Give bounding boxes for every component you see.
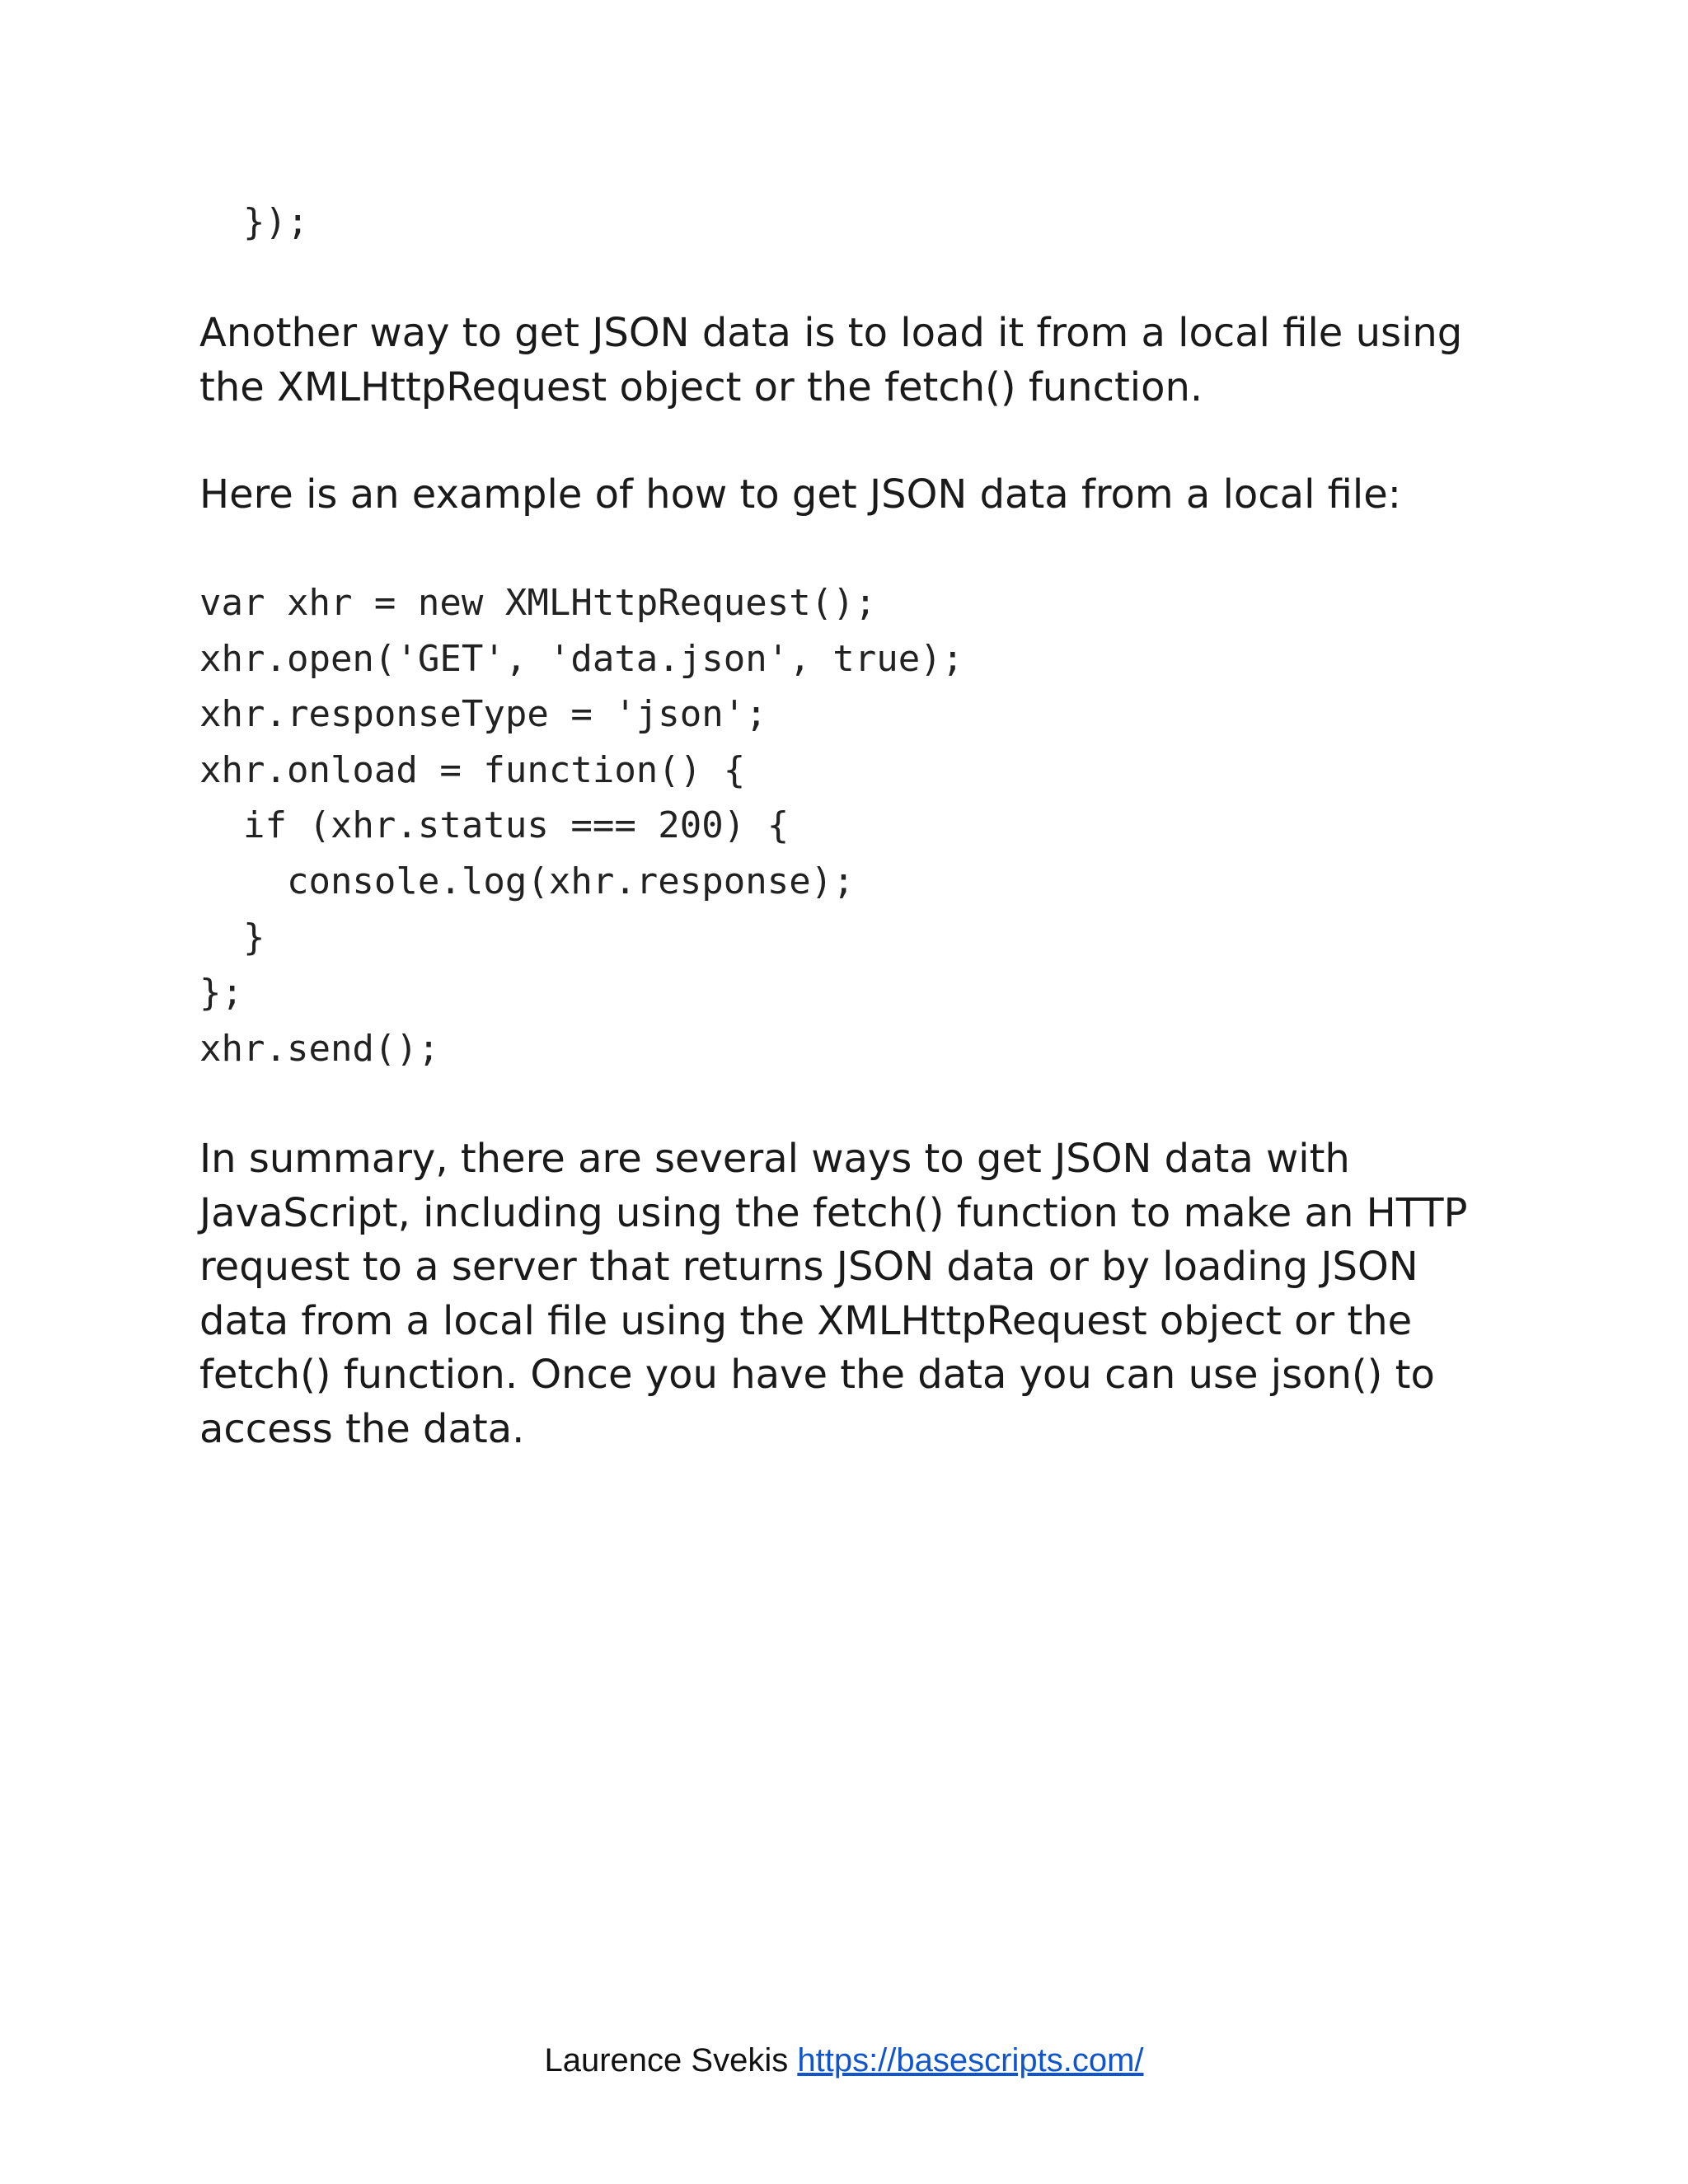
paragraph-line: Here is an example of how to get JSON data from a local file: (199, 471, 1401, 518)
code-line: }; (199, 972, 243, 1014)
paragraph-line: data from a local file using the XMLHttpRequest object or the (199, 1297, 1413, 1344)
paragraph-line: Another way to get JSON data is to load it from a local file using (199, 310, 1463, 356)
code-line: xhr.open('GET', 'data.json', true); (199, 638, 964, 680)
paragraph-summary (199, 1132, 1485, 1456)
code-line: xhr.responseType = 'json'; (199, 693, 767, 735)
code-line: var xhr = new XMLHttpRequest(); (199, 582, 877, 624)
code-line: console.log(xhr.response); (199, 860, 855, 902)
paragraph-line: In summary, there are several ways to get JSON data with (199, 1136, 1350, 1182)
footer-link[interactable]: https://basescripts.com/ (797, 2042, 1144, 2079)
code-line: if (xhr.status === 200) { (199, 804, 790, 846)
paragraph-line: JavaScript, including using the fetch() function to make an HTTP (199, 1189, 1468, 1236)
paragraph-example-intro (199, 468, 1485, 523)
paragraph-line: request to a server that returns JSON data or by loading JSON (199, 1244, 1418, 1290)
paragraph-line: access the data. (199, 1405, 525, 1452)
code-line: }); (199, 201, 309, 243)
paragraph-line: the XMLHttpRequest object or the fetch() function. (199, 363, 1203, 410)
footer-author: Laurence Svekis (544, 2042, 789, 2079)
page-footer (0, 2036, 1688, 2085)
code-line: xhr.send(); (199, 1028, 440, 1070)
paragraph-line: fetch() function. Once you have the data you can use json() to (199, 1352, 1435, 1398)
code-line: xhr.onload = function() { (199, 749, 746, 791)
code-line: } (199, 916, 265, 958)
paragraph-local-file-intro (199, 307, 1485, 415)
